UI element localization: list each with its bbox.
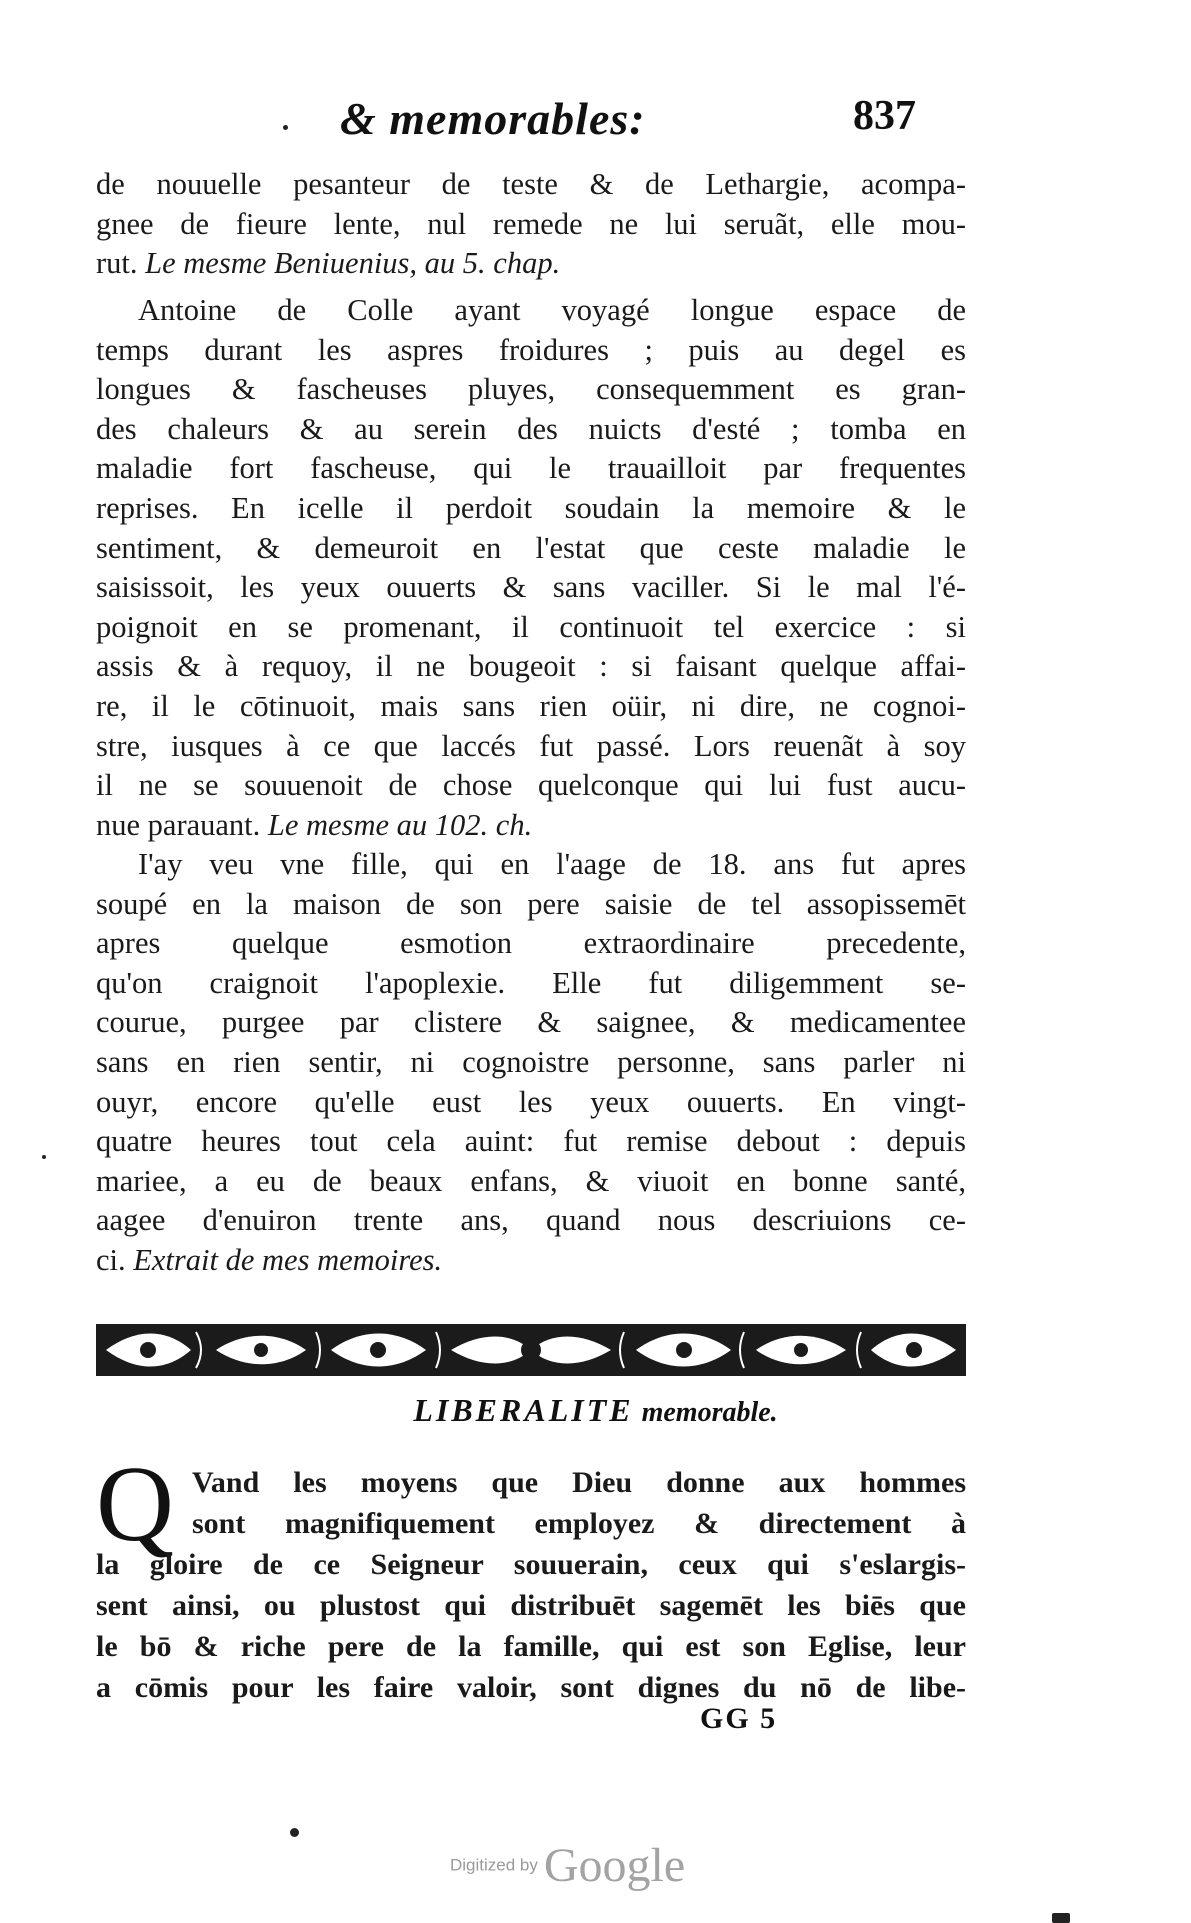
paragraph-antoine-de-colle [96, 291, 966, 845]
signature-mark [700, 1702, 777, 1736]
text-line: sentiment, & demeuroit en l'estat que ceste maladie le [96, 530, 966, 565]
text-line: le bō & riche pere de la famille, qui est son Eglise, leur [96, 1630, 966, 1663]
text-line: ouyr, encore qu'elle eust les yeux ouuerts. En vingt- [96, 1084, 966, 1119]
text-line: qu'on craignoit l'apoplexie. Elle fut diligemment se- [96, 965, 966, 1000]
watermark-brand: Google [543, 1839, 686, 1892]
text-line: apres quelque esmotion extraordinaire precedente, [96, 926, 966, 961]
text-line: a cōmis pour les faire valoir, sont dignes du nō de libe- [96, 1671, 966, 1704]
text-line: Vand les moyens que Dieu donne aux hommes [192, 1466, 966, 1499]
text-line: courue, purgee par clistere & saignee, & medicamentee [96, 1005, 966, 1040]
text-line: aagee d'enuiron trente ans, quand nous descriuions ce- [96, 1203, 966, 1238]
text-line: temps durant les aspres froidures ; puis au degel es [96, 332, 966, 367]
signature-letters: GG [700, 1702, 751, 1735]
text-line: stre, iusques à ce que laccés fut passé. Lors reuenãt à soy [96, 728, 966, 763]
text-line: sent ainsi, ou plustost qui distribuēt sagemēt les biēs que [96, 1589, 966, 1622]
text-line: gnee de fieure lente, nul remede ne lui seruãt, elle mou- [96, 206, 966, 241]
section-title-sub: memorable. [641, 1397, 778, 1428]
text-line: de nouuelle pesanteur de teste & de Lethargie, acompa- [96, 167, 966, 201]
source-citation: Le mesme au 102. ch. [267, 807, 533, 842]
ink-speck [283, 125, 288, 130]
source-citation: Extrait de mes memoires. [133, 1242, 443, 1277]
page-number: 837 [853, 93, 916, 139]
text-line: sont magnifiquement employez & directement à [192, 1507, 966, 1540]
text-line: saisissoit, les yeux ouuerts & sans vaciller. Si le mal l'é- [96, 570, 966, 605]
text-line: quatre heures tout cela auint: fut remise debout : depuis [96, 1124, 966, 1159]
text-line: mariee, a eu de beaux enfans, & viuoit en bonne santé, [96, 1163, 966, 1198]
text-fragment: ci. [96, 1242, 134, 1277]
text-line: il ne se souuenoit de chose quelconque qui lui fust aucu- [96, 768, 966, 803]
digitized-watermark [450, 1838, 685, 1893]
running-title: & memorables: [340, 93, 646, 144]
text-line: I'ay veu vne fille, qui en l'aage de 18. ans fut apres [138, 847, 966, 881]
text-line: Antoine de Colle ayant voyagé longue espace de [138, 293, 966, 327]
text-line [96, 1241, 966, 1281]
ink-speck [290, 1828, 299, 1837]
source-citation: Le mesme Beniuenius, au 5. chap. [145, 246, 561, 281]
text-line: reprises. En icelle il perdoit soudain la memoire & le [96, 490, 966, 525]
text-line: sans en rien sentir, ni cognoistre personne, sans parler ni [96, 1044, 966, 1079]
text-line: maladie fort fascheuse, qui le trauailloit par frequentes [96, 451, 966, 486]
ink-speck [1052, 1913, 1070, 1923]
signature-number: 5 [760, 1702, 778, 1735]
paragraph-liberalite [96, 1462, 966, 1708]
text-fragment: nue parauant. [96, 807, 268, 842]
text-line [96, 244, 966, 284]
text-line [96, 806, 966, 846]
text-fragment: rut. [96, 246, 146, 281]
section-title [0, 1392, 1191, 1429]
text-line: soupé en la maison de son pere saisie de tel assopissemēt [96, 886, 966, 921]
text-line: poignoit en se promenant, il continuoit tel exercice : si [96, 609, 966, 644]
text-line: longues & fascheuses pluyes, consequemment es gran- [96, 372, 966, 407]
watermark-prefix: Digitized by [450, 1855, 538, 1875]
ink-speck [42, 1155, 46, 1159]
text-line: assis & à requoy, il ne bougeoit : si faisant quelque affai- [96, 649, 966, 684]
section-title-main: LIBERALITE [413, 1392, 634, 1428]
drop-cap: Q [96, 1445, 174, 1564]
text-line: des chaleurs & au serein des nuicts d'esté ; tomba en [96, 411, 966, 446]
paragraph-continuation [96, 165, 966, 284]
text-line: la gloire de ce Seigneur souuerain, ceux qui s'eslargis- [96, 1548, 966, 1581]
ornament-band [96, 1320, 966, 1380]
text-line: re, il le cōtinuoit, mais sans rien oüir, ni dire, ne cognoi- [96, 688, 966, 723]
paragraph-fille [96, 845, 966, 1281]
